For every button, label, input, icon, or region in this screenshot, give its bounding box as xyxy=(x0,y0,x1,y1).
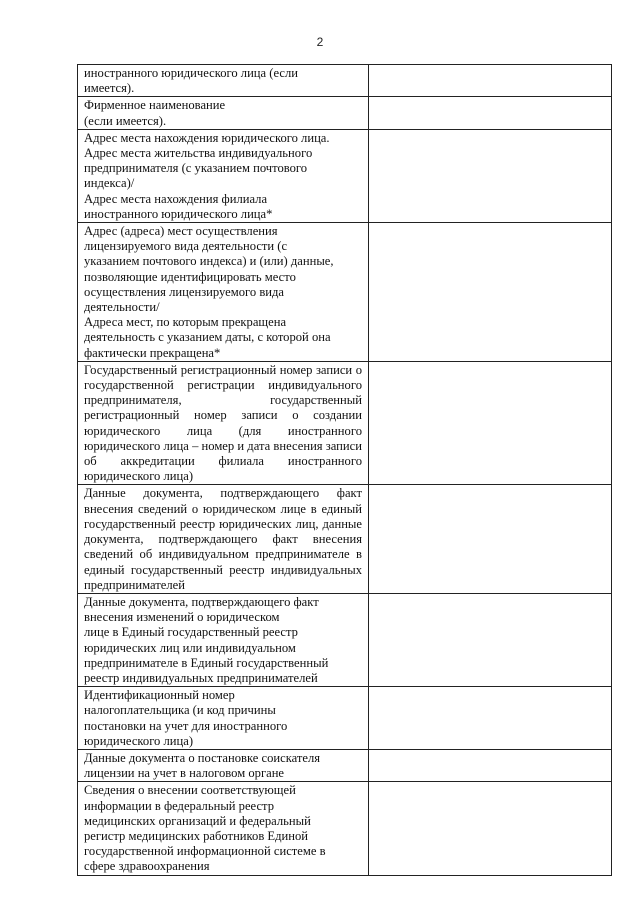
table-row xyxy=(78,129,612,222)
label-line: Сведения о внесении соответствующей xyxy=(84,783,296,798)
label-line: медицинских организаций и федеральный xyxy=(84,813,311,828)
label-line: имеется). xyxy=(84,81,135,96)
label-line: Идентификационный номер xyxy=(84,688,235,703)
label-line: Адрес (адреса) мест осуществления xyxy=(84,224,278,239)
label-line: Данные документа, подтверждающего факт xyxy=(84,594,319,609)
row-value-field[interactable] xyxy=(369,361,612,485)
label-line: лице в Единый государственный реестр xyxy=(84,625,298,640)
label-line: лицензируемого вида деятельности (с xyxy=(84,239,288,254)
row-label-medical-registry xyxy=(78,782,369,875)
row-value-field[interactable] xyxy=(369,223,612,362)
row-label-tax-registration xyxy=(78,749,369,781)
label-line: иностранного юридического лица (если xyxy=(84,66,299,80)
row-label-company-name xyxy=(78,97,369,129)
label-line: Данные документа о постановке соискателя xyxy=(84,750,321,765)
label-line: (если имеется). xyxy=(84,113,167,128)
label-line: предпринимателя (с указанием почтового xyxy=(84,161,308,176)
row-value-field[interactable] xyxy=(369,129,612,222)
row-value-field[interactable] xyxy=(369,593,612,686)
table-row xyxy=(78,65,612,97)
label-line: деятельности/ xyxy=(84,300,160,315)
row-label-legal-entity-name-continued xyxy=(78,65,369,97)
row-value-field[interactable] xyxy=(369,485,612,593)
table-row xyxy=(78,593,612,686)
label-line: юридического лица) xyxy=(84,733,194,748)
label-line: постановки на учет для иностранного xyxy=(84,718,288,733)
row-value-field[interactable] xyxy=(369,749,612,781)
label-line: государственной информационной системе в xyxy=(84,844,326,859)
label-line: предпринимателе в Единый государственный xyxy=(84,655,329,670)
label-line: налогоплательщика (и код причины xyxy=(84,703,276,718)
table-row xyxy=(78,97,612,129)
label-line: осуществления лицензируемого вида xyxy=(84,284,285,299)
label-line: деятельность с указанием даты, с которой она xyxy=(84,330,331,345)
label-line: реестр индивидуальных предпринимателей xyxy=(84,670,318,685)
row-label-registration-number: Государственный регистрационный номер записи о государственной регистрации индивидуального предпринимателя, государственный регистрационный номер записи о создании юридического лица (для иностранного юридического лица – номер и дата внесения записи об аккредитации филиала иностранного юридического лица) xyxy=(78,361,369,485)
table-row xyxy=(78,223,612,362)
label-line: регистр медицинских работников Единой xyxy=(84,828,309,843)
license-application-table xyxy=(77,64,612,876)
label-line: индекса)/ xyxy=(84,176,135,191)
label-line: сфере здравоохранения xyxy=(84,859,210,874)
table-row xyxy=(78,485,612,593)
label-line: иностранного юридического лица* xyxy=(84,206,273,221)
table-row xyxy=(78,749,612,781)
label-line: юридических лиц или индивидуальном xyxy=(84,640,296,655)
table-row xyxy=(78,687,612,750)
row-label-registry-changes xyxy=(78,593,369,686)
row-value-field[interactable] xyxy=(369,97,612,129)
label-line: информации в федеральный реестр xyxy=(84,798,275,813)
label-line: Фирменное наименование xyxy=(84,98,226,113)
label-line: лицензии на учет в налоговом органе xyxy=(84,766,285,781)
label-line: Адрес места нахождения юридического лица. xyxy=(84,130,330,145)
label-line: внесения изменений о юридическом xyxy=(84,610,280,625)
row-value-field[interactable] xyxy=(369,782,612,875)
row-value-field[interactable] xyxy=(369,65,612,97)
row-label-taxpayer-id xyxy=(78,687,369,750)
label-line: указанием почтового индекса) и (или) данные, xyxy=(84,254,334,269)
row-label-registry-document: Данные документа, подтверждающего факт внесения сведений о юридическом лице в единый государственный реестр юридических лиц, данные документа, подтверждающего факт внесения сведений об индивидуальном предпринимателе в единый государственный реестр индивидуальных предпринимателей xyxy=(78,485,369,593)
label-line: фактически прекращена* xyxy=(84,345,221,360)
page-number: 2 xyxy=(316,35,324,49)
table-row xyxy=(78,361,612,485)
label-line: Адреса мест, по которым прекращена xyxy=(84,315,287,330)
table-row xyxy=(78,782,612,875)
row-label-activity-addresses xyxy=(78,223,369,362)
label-line: позволяющие идентифицировать место xyxy=(84,269,296,284)
label-line: Адрес места жительства индивидуального xyxy=(84,146,313,161)
row-value-field[interactable] xyxy=(369,687,612,750)
label-line: Адрес места нахождения филиала xyxy=(84,191,268,206)
row-label-address xyxy=(78,129,369,222)
